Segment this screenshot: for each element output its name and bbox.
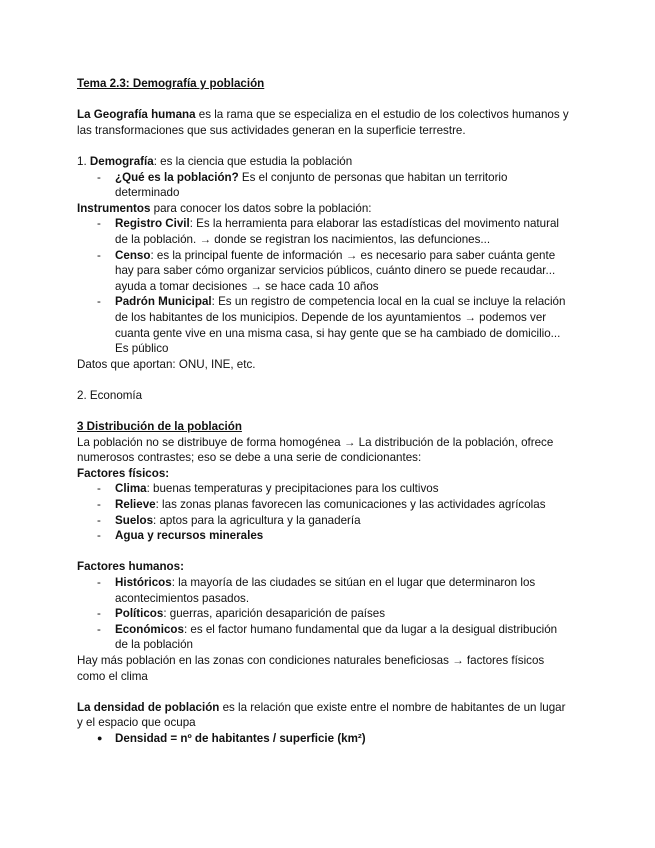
list-item <box>77 216 587 232</box>
section-distribucion-title: 3 Distribución de la población <box>77 420 242 434</box>
item-text: : es el factor humano fundamental que da lugar a la desigual distribución <box>183 622 558 636</box>
item-label: Censo <box>115 248 151 262</box>
dash-marker: - <box>97 482 101 496</box>
document-title: Tema 2.3: Demografía y población <box>77 77 265 90</box>
document-page <box>77 76 587 747</box>
item-text-cont: hay para saber cómo organizar servicios públicos, cuánto dinero se puede recaudar... <box>115 264 556 278</box>
factores-fisicos-heading: Factores físicos: <box>77 466 170 480</box>
formula-item <box>77 731 587 747</box>
item-text: : es la principal fuente de información → es necesario para saber cuánta gente <box>150 248 556 262</box>
item-text: : Es un registro de competencia local en la cual se incluye la relación <box>211 295 566 309</box>
dash-marker: - <box>97 622 101 636</box>
list-item <box>77 294 587 310</box>
paragraph-text: La población no se distribuye de forma homogénea → La distribución de la población, ofrece <box>77 435 554 449</box>
instrumentos-text: para conocer los datos sobre la población: <box>150 201 372 215</box>
intro-text: es la rama que se especializa en el estudio de los colectivos humanos y <box>195 108 569 122</box>
list-item <box>77 170 587 186</box>
dash-marker: - <box>97 295 101 309</box>
dash-marker: - <box>97 170 101 184</box>
list-item <box>77 575 587 591</box>
item-label: Suelos <box>115 513 154 527</box>
dash-marker: - <box>97 498 101 512</box>
item-text-cont: de la población <box>115 638 193 652</box>
item-text-cont: ayuda a tomar decisiones → se hace cada 10 años <box>115 279 379 293</box>
item-text-cont: cuanta gente vive en una misma casa, si hay gente que se ha cambiado de domicilio... <box>115 326 561 340</box>
paragraph-text: como el clima <box>77 669 148 683</box>
datos-text: Datos que aportan: ONU, INE, etc. <box>77 357 256 371</box>
section-text: : es la ciencia que estudia la población <box>153 154 353 168</box>
list-item <box>77 606 587 622</box>
section-economia: 2. Economía <box>77 388 143 402</box>
item-text: Es el conjunto de personas que habitan un territorio <box>238 170 508 184</box>
item-label: Relieve <box>115 498 156 512</box>
densidad-text: es la relación que existe entre el nombre de habitantes de un lugar <box>219 700 566 714</box>
list-item <box>77 513 587 529</box>
item-label: Agua y recursos minerales <box>115 529 264 543</box>
list-item <box>77 497 587 513</box>
item-text: : guerras, aparición desaparición de países <box>163 607 386 621</box>
item-text-cont: de los habitantes de los municipios. Depende de los ayuntamientos → podemos ver <box>115 310 547 324</box>
paragraph-text: Hay más población en las zonas con condiciones naturales beneficiosas → factores físicos <box>77 653 545 667</box>
densidad-text-2: y el espacio que ocupa <box>77 716 196 730</box>
item-label: Políticos <box>115 607 164 621</box>
dash-marker: - <box>97 217 101 231</box>
item-text-cont: de la población. → donde se registran los nacimientos, las defunciones... <box>115 232 491 246</box>
item-text-cont: Es público <box>115 342 169 356</box>
densidad-formula: Densidad = nº de habitantes / superficie (km²) <box>115 731 366 745</box>
item-label: Padrón Municipal <box>115 295 212 309</box>
list-item <box>77 481 587 497</box>
paragraph-text: numerosos contrastes; eso se debe a una serie de condicionantes: <box>77 451 422 465</box>
item-label: Clima <box>115 482 147 496</box>
intro-term: La Geografía humana <box>77 108 196 122</box>
list-item <box>77 528 587 544</box>
instrumentos-label: Instrumentos <box>77 201 151 215</box>
dash-marker: - <box>97 607 101 621</box>
dash-marker: - <box>97 513 101 527</box>
dash-marker: - <box>97 248 101 262</box>
item-text: : las zonas planas favorecen las comunicaciones y las actividades agrícolas <box>155 498 546 512</box>
item-text-cont: determinado <box>115 186 180 200</box>
item-text: : buenas temperaturas y precipitaciones para los cultivos <box>146 482 439 496</box>
item-label: ¿Qué es la población? <box>115 170 239 184</box>
factores-humanos-heading: Factores humanos: <box>77 560 184 574</box>
intro-text-2: las transformaciones que sus actividades generan en la superficie terrestre. <box>77 123 466 137</box>
dash-marker: - <box>97 529 101 543</box>
item-label: Económicos <box>115 622 184 636</box>
section-number: 1. <box>77 154 90 168</box>
item-label: Registro Civil <box>115 217 190 231</box>
list-item <box>77 248 587 264</box>
dash-marker: - <box>97 576 101 589</box>
item-label: Históricos <box>115 576 172 589</box>
densidad-term: La densidad de población <box>77 700 220 714</box>
item-text: : la mayoría de las ciudades se sitúan en el lugar que determinaron los <box>171 576 536 589</box>
item-text: : Es la herramienta para elaborar las estadísticas del movimento natural <box>189 217 559 231</box>
list-item <box>77 622 587 638</box>
item-text: : aptos para la agricultura y la ganadería <box>153 513 361 527</box>
section-demografia: Demografía <box>89 154 154 168</box>
bullet-marker: ● <box>97 732 103 743</box>
item-text-cont: acontecimientos pasados. <box>115 591 250 605</box>
